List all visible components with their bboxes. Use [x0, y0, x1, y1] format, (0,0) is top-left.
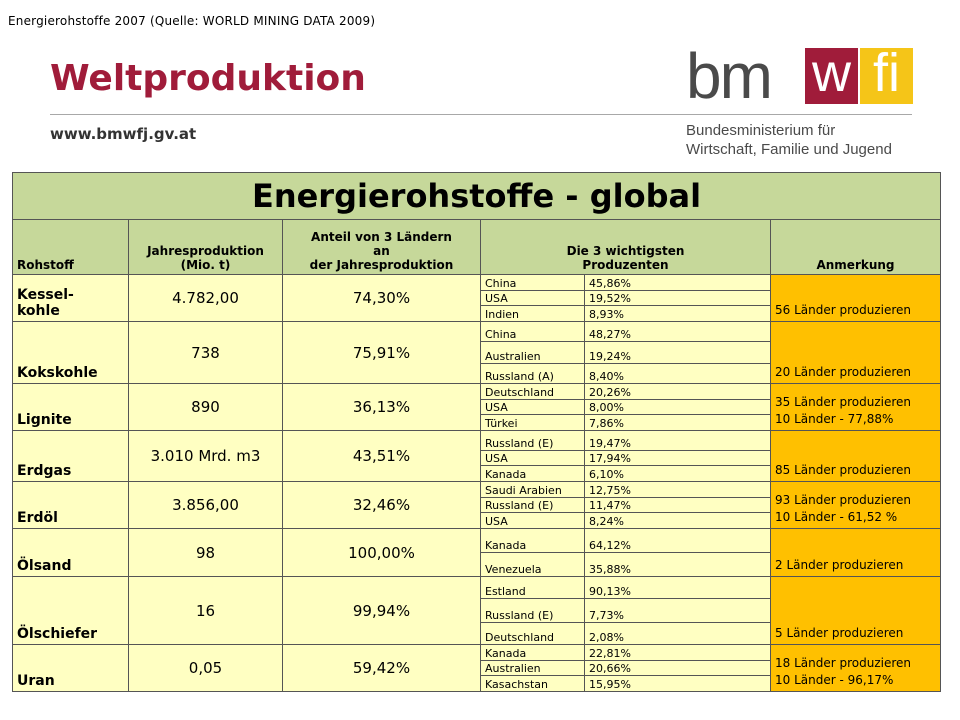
producer-country: Kanada: [481, 529, 585, 553]
anteil-value: 100,00%: [283, 529, 481, 577]
producer-country: USA: [481, 400, 585, 415]
energy-table: [12, 172, 941, 692]
producer-country: Russland (E): [481, 498, 585, 513]
header-anteil-line3: der Jahresproduktion: [309, 258, 454, 272]
producer-country: China: [481, 275, 585, 291]
header-produzenten-line1: Die 3 wichtigsten: [566, 244, 685, 258]
table-row: [13, 275, 941, 291]
producer-share: 20,66%: [585, 661, 771, 676]
producer-share: 8,00%: [585, 400, 771, 415]
jahresproduktion-value: 16: [129, 577, 283, 645]
producer-share: 7,86%: [585, 415, 771, 431]
producer-country: Estland: [481, 577, 585, 599]
producer-country: China: [481, 322, 585, 342]
producer-share: 8,40%: [585, 364, 771, 384]
producer-country: Saudi Arabien: [481, 482, 585, 498]
rohstoff-name: Ölschiefer: [13, 577, 129, 645]
anmerkung-note: 20 Länder produzieren: [771, 322, 941, 384]
producer-country: USA: [481, 451, 585, 466]
anteil-value: 74,30%: [283, 275, 481, 322]
anteil-value: 75,91%: [283, 322, 481, 384]
rohstoff-name: Erdgas: [13, 431, 129, 482]
producer-country: Deutschland: [481, 623, 585, 645]
producer-country: Australien: [481, 661, 585, 676]
anteil-value: 32,46%: [283, 482, 481, 529]
producer-country: USA: [481, 513, 585, 529]
producer-country: Russland (E): [481, 599, 585, 623]
anmerkung-note: 93 Länder produzieren 10 Länder - 61,52 %: [771, 482, 941, 529]
producer-share: 8,93%: [585, 306, 771, 322]
table-title: Energierohstoffe - global: [13, 173, 941, 220]
producer-country: Russland (E): [481, 431, 585, 451]
producer-country: Indien: [481, 306, 585, 322]
bmwfj-logo: [686, 40, 916, 161]
anmerkung-note: 2 Länder produzieren: [771, 529, 941, 577]
jahresproduktion-value: 738: [129, 322, 283, 384]
header-jahresproduktion-line2: (Mio. t): [180, 258, 231, 272]
rohstoff-name: Kokskohle: [13, 322, 129, 384]
producer-share: 11,47%: [585, 498, 771, 513]
header-produzenten-line2: Produzenten: [582, 258, 669, 272]
jahresproduktion-value: 98: [129, 529, 283, 577]
header-jahresproduktion: [129, 220, 283, 275]
header-anteil-line2: an: [373, 244, 390, 258]
rohstoff-name: Ölsand: [13, 529, 129, 577]
table-row: [13, 431, 941, 451]
table-row: [13, 384, 941, 400]
logo-w-box: w: [805, 48, 858, 104]
producer-country: Deutschland: [481, 384, 585, 400]
table-row: [13, 645, 941, 661]
anteil-value: 43,51%: [283, 431, 481, 482]
logo-bm-text: bm: [686, 40, 771, 112]
producer-country: Australien: [481, 342, 585, 364]
jahresproduktion-value: 890: [129, 384, 283, 431]
table-row: [13, 322, 941, 342]
anteil-value: 59,42%: [283, 645, 481, 692]
rohstoff-name: Lignite: [13, 384, 129, 431]
header-anteil-line1: Anteil von 3 Ländern: [311, 230, 452, 244]
producer-country: Russland (A): [481, 364, 585, 384]
logo-ministry-line-1: Bundesministerium für: [686, 122, 836, 139]
producer-country: Kasachstan: [481, 676, 585, 692]
header-anmerkung: Anmerkung: [771, 220, 941, 275]
anmerkung-note: 18 Länder produzieren 10 Länder - 96,17%: [771, 645, 941, 692]
producer-share: 19,24%: [585, 342, 771, 364]
producer-share: 45,86%: [585, 275, 771, 291]
page-title: Weltproduktion: [50, 58, 366, 99]
rohstoff-name: Kessel- kohle: [13, 275, 129, 322]
producer-share: 8,24%: [585, 513, 771, 529]
anteil-value: 99,94%: [283, 577, 481, 645]
rohstoff-name: Erdöl: [13, 482, 129, 529]
jahresproduktion-value: 4.782,00: [129, 275, 283, 322]
rohstoff-name: Uran: [13, 645, 129, 692]
producer-share: 19,52%: [585, 291, 771, 306]
producer-share: 64,12%: [585, 529, 771, 553]
producer-share: 17,94%: [585, 451, 771, 466]
table-row: [13, 482, 941, 498]
jahresproduktion-value: 3.856,00: [129, 482, 283, 529]
producer-share: 22,81%: [585, 645, 771, 661]
producer-share: 35,88%: [585, 553, 771, 577]
producer-country: Kanada: [481, 466, 585, 482]
header-rohstoff: Rohstoff: [13, 220, 129, 275]
producer-share: 48,27%: [585, 322, 771, 342]
producer-share: 2,08%: [585, 623, 771, 645]
producer-share: 19,47%: [585, 431, 771, 451]
logo-fi-box: fi: [860, 48, 913, 104]
logo-ministry-line-2: Wirtschaft, Familie und Jugend: [686, 141, 892, 158]
energy-table-container: [12, 172, 940, 692]
header-produzenten: [481, 220, 771, 275]
producer-share: 90,13%: [585, 577, 771, 599]
producer-country: Venezuela: [481, 553, 585, 577]
anteil-value: 36,13%: [283, 384, 481, 431]
producer-share: 7,73%: [585, 599, 771, 623]
producer-country: Türkei: [481, 415, 585, 431]
table-row: [13, 577, 941, 599]
producer-country: USA: [481, 291, 585, 306]
header-jahresproduktion-line1: Jahresproduktion: [147, 244, 264, 258]
producer-share: 12,75%: [585, 482, 771, 498]
top-caption: Energierohstoffe 2007 (Quelle: WORLD MINING DATA 2009): [8, 14, 376, 28]
producer-country: Kanada: [481, 645, 585, 661]
anmerkung-note: 5 Länder produzieren: [771, 577, 941, 645]
jahresproduktion-value: 0,05: [129, 645, 283, 692]
site-url[interactable]: www.bmwfj.gv.at: [50, 125, 197, 143]
anmerkung-note: 35 Länder produzieren 10 Länder - 77,88%: [771, 384, 941, 431]
producer-share: 15,95%: [585, 676, 771, 692]
header-anteil: [283, 220, 481, 275]
table-body: [13, 275, 941, 692]
producer-share: 20,26%: [585, 384, 771, 400]
jahresproduktion-value: 3.010 Mrd. m3: [129, 431, 283, 482]
producer-share: 6,10%: [585, 466, 771, 482]
table-row: [13, 529, 941, 553]
anmerkung-note: 85 Länder produzieren: [771, 431, 941, 482]
anmerkung-note: 56 Länder produzieren: [771, 275, 941, 322]
